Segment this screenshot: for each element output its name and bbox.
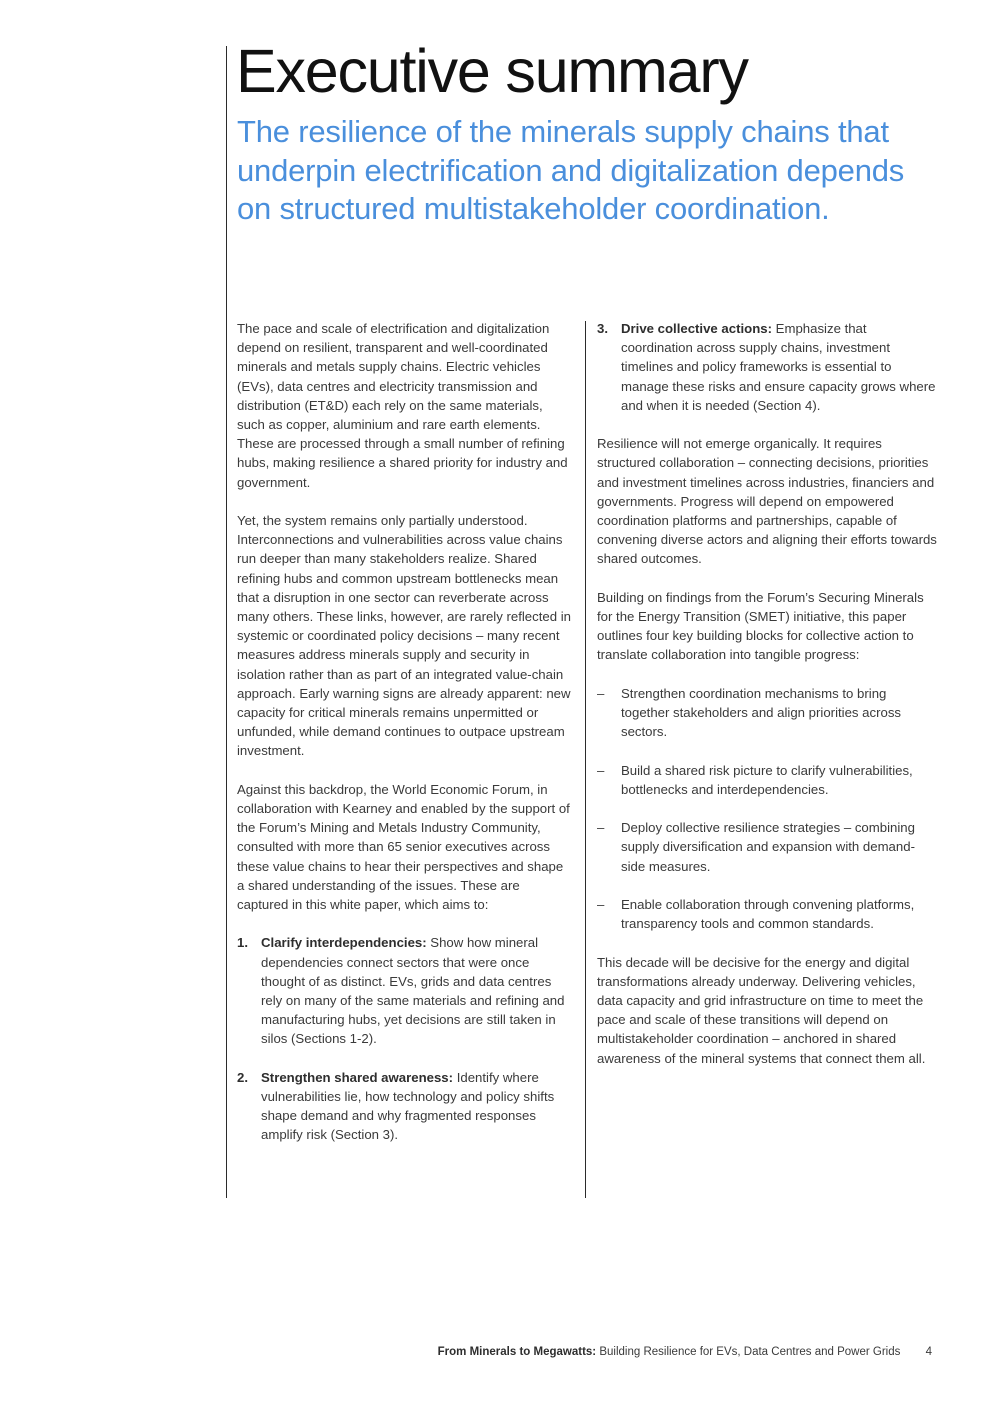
aim-item: [597, 319, 937, 415]
building-block-text: Enable collaboration through convening platforms, transparency tools and common standards.: [621, 897, 915, 932]
aim-text: Emphasize that coordination across supply chains, investment timelines and policy frameworks is essential to manage these risks and ensure capacity grows where and when it is needed (Section 4).: [621, 321, 936, 413]
building-block-text: Build a shared risk picture to clarify vulnerabilities, bottlenecks and interdependencies.: [621, 762, 913, 797]
dash-bullet: –: [597, 762, 605, 778]
aim-number: 2.: [237, 1069, 248, 1085]
dash-bullet: –: [597, 897, 605, 912]
aims-list: [237, 933, 572, 1144]
dash-bullet: –: [597, 685, 605, 701]
dash-bullet: –: [597, 820, 605, 836]
building-block-item: [597, 684, 937, 742]
resilience-paragraph: Resilience will not emerge organically. It requires structured collaboration – connecting decisions, priorities and investment timelines across industries, financiers and governments. Progress will depend on empowered coordination platforms and partnerships, capable of convening diverse actors and aligning their efforts towards shared outcomes.: [597, 436, 937, 567]
aim-title: Drive collective actions:: [621, 321, 772, 336]
aim-number: 1.: [237, 935, 248, 951]
aim-text: Show how mineral dependencies connect sectors that were once thought of as distinct. EVs, grids and data centres rely on many of the same materials and refining and manufacturing hubs, yet decisions are still taken in silos (Sections 1-2).: [261, 935, 565, 1047]
closing-paragraph: This decade will be decisive for the energy and digital transformations already underway. Delivering vehicles, data capacity and grid infrastructure on time to meet the pace and scale of these transitions will depend on multistakeholder coordination – anchored in shared awareness of the mineral systems that connect them all.: [597, 954, 926, 1066]
building-block-item: [597, 895, 937, 933]
aim-title: Clarify interdependencies:: [261, 935, 427, 951]
footer-report-subtitle: Building Resilience for EVs, Data Centres and Power Grids: [599, 1346, 901, 1358]
left-divider-line: [226, 46, 227, 1198]
aim-text: Identify where vulnerabilities lie, how technology and policy shifts shape demand and why fragmented responses amplify risk (Section 3).: [261, 1069, 555, 1143]
left-column: [237, 319, 572, 1164]
page-number: 4: [925, 1346, 932, 1358]
backdrop-paragraph: Against this backdrop, the World Economic Forum, in collaboration with Kearney and enabled by the support of the Forum’s Mining and Metals Industry Community, consulted with more than 65 senior executives across these value chains to hear their perspectives and shape a shared understanding of the issues. These are captured in this white paper, which aims to:: [237, 781, 570, 913]
page-footer: [438, 1346, 932, 1358]
aim-number: 3.: [597, 321, 608, 336]
page-title: Executive summary: [236, 37, 748, 105]
building-block-text: Strengthen coordination mechanisms to bring together stakeholders and align priorities across sectors.: [621, 685, 902, 740]
aim-item: [237, 933, 572, 1048]
aim-title: Strengthen shared awareness:: [261, 1069, 454, 1085]
aim-item: [237, 1068, 572, 1145]
page-subtitle: The resilience of the minerals supply chains that underpin electrification and digitalization depends on structured multistakeholder coordination.: [237, 114, 905, 226]
building-blocks-list: [597, 684, 937, 934]
column-divider-line: [585, 321, 586, 1198]
footer-report-title: From Minerals to Megawatts:: [437, 1346, 597, 1358]
building-block-item: [597, 761, 937, 799]
system-paragraph: Yet, the system remains only partially understood. Interconnections and vulnerabilities across value chains run deeper than many stakeholders realize. Shared refining hubs and common upstream bottlenecks mean that a disruption in one sector can reverberate across many others. These links, however, are rarely reflected in systemic or coordinated policy decisions – many recent measures address minerals supply and security in isolation rather than as part of an integrated value-chain approach. Early warning signs are already apparent: new capacity for critical minerals remains unpermitted or unfunded, while demand continues to outpace upstream investment.: [237, 513, 571, 759]
building-block-item: [597, 818, 937, 876]
aims-list-continued: [597, 319, 937, 415]
right-column: [597, 319, 937, 1087]
building-paragraph: Building on findings from the Forum’s Securing Minerals for the Energy Transition (SMET) initiative, this paper outlines four key building blocks for collective action to translate collaboration into tangible progress:: [597, 589, 924, 663]
intro-paragraph: The pace and scale of electrification and digitalization depend on resilient, transparent and well-coordinated minerals and metals supply chains. Electric vehicles (EVs), data centres and electricity transmission and distribution (ET&D) each rely on the same materials, such as copper, aluminium and rare earth elements. These are processed through a small number of refining hubs, making resilience a shared priority for industry and government.: [237, 321, 568, 490]
building-block-text: Deploy collective resilience strategies – combining supply diversification and expansion with demand-side measures.: [621, 820, 915, 874]
